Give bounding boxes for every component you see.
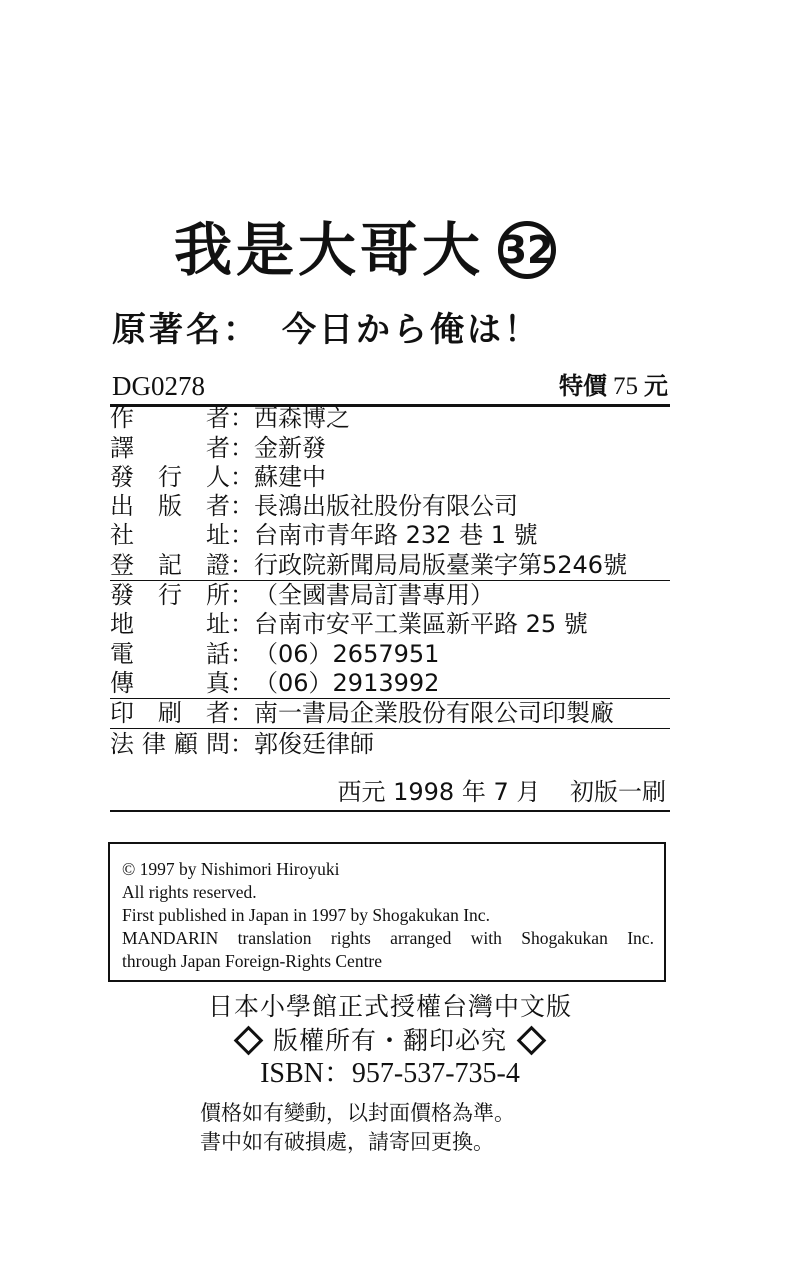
colophon-label-char: 譯 — [110, 433, 134, 462]
copyright-word: rights — [330, 928, 371, 948]
colophon-label — [110, 551, 230, 580]
colophon-label-char: 者 — [206, 492, 230, 521]
colophon-label-char: 律 — [142, 729, 166, 758]
colophon-label-char: 話 — [206, 639, 230, 668]
colophon-separator: ： — [230, 521, 254, 550]
colophon-separator: ： — [230, 404, 254, 433]
colophon-label-char: 問 — [206, 729, 230, 758]
colophon-label — [110, 699, 230, 728]
price-unit: 元 — [644, 372, 668, 400]
colophon-label-char: 址 — [206, 610, 230, 639]
colophon-value: 郭俊廷律師 — [254, 729, 374, 758]
colophon-label-char: 印 — [110, 699, 134, 728]
isbn: ISBN：957-537-735-4 — [260, 1058, 520, 1089]
publication-date: 西元 1998 年 7 月 — [337, 778, 541, 806]
copyright-word: Inc. — [627, 928, 654, 948]
colophon-row — [110, 639, 670, 668]
colophon-label-char: 社 — [110, 521, 134, 550]
colophon-label-char: 傳 — [110, 668, 134, 697]
copyright-line-5: through Japan Foreign-Rights Centre — [122, 951, 383, 971]
colophon-row — [110, 521, 670, 550]
colophon-label — [110, 730, 230, 759]
colophon-label-char: 者 — [206, 699, 230, 728]
colophon-value: 金新發 — [254, 433, 326, 462]
colophon-separator: ： — [230, 699, 254, 728]
copyright-line-2: All rights reserved. — [122, 882, 257, 902]
colophon-value: 台南市安平工業區新平路 25 號 — [254, 610, 588, 639]
colophon-label — [110, 640, 230, 669]
colophon-value: （全國書局訂書專用） — [254, 581, 494, 610]
colophon-label-char: 者 — [206, 404, 230, 433]
code-price-row — [110, 370, 670, 407]
copyright-line-4 — [122, 927, 654, 950]
publication-date-row — [110, 776, 670, 812]
colophon-label — [110, 492, 230, 521]
price — [559, 370, 668, 403]
colophon-row — [110, 669, 670, 699]
copyright-word: arranged — [390, 928, 452, 948]
rights-text: 版權所有・翻印必究 — [272, 1026, 507, 1055]
colophon-label — [110, 521, 230, 550]
colophon-label — [110, 581, 230, 610]
original-title-label: 原著名： — [112, 310, 260, 350]
colophon-label-char: 址 — [206, 521, 230, 550]
book-title-text: 我是大哥大 — [174, 216, 485, 284]
colophon-row — [110, 581, 670, 610]
colophon-label-char: 刷 — [158, 699, 182, 728]
copyright-word: with — [470, 928, 502, 948]
price-label: 特價 — [559, 372, 607, 400]
colophon-value: 南一書局企業股份有限公司印製廠 — [254, 699, 614, 728]
colophon-separator: ： — [230, 639, 254, 668]
book-title — [174, 215, 556, 285]
price-change-note: 價格如有變動，以封面價格為準。 — [200, 1101, 515, 1125]
product-code: DG0278 — [112, 371, 205, 401]
original-title — [112, 308, 541, 352]
colophon-separator: ： — [230, 433, 254, 462]
colophon-label-char: 發 — [110, 462, 134, 491]
rights-statement — [110, 1024, 670, 1058]
colophon-label-char: 人 — [206, 462, 230, 491]
colophon-row — [110, 729, 670, 758]
colophon-row — [110, 610, 670, 639]
colophon-label-char: 記 — [158, 550, 182, 579]
colophon-row — [110, 463, 670, 492]
colophon-value: 台南市青年路 232 巷 1 號 — [254, 521, 538, 550]
colophon-separator: ： — [230, 729, 254, 758]
colophon-label — [110, 463, 230, 492]
colophon-value: 長鴻出版社股份有限公司 — [254, 492, 518, 521]
colophon-separator: ： — [230, 462, 254, 491]
colophon-separator: ： — [230, 492, 254, 521]
colophon-label — [110, 434, 230, 463]
colophon-label-char: 登 — [110, 550, 134, 579]
colophon-label-char: 地 — [110, 610, 134, 639]
diamond-icon-right — [517, 1025, 547, 1055]
colophon-value: （06）2913992 — [254, 668, 440, 697]
colophon-label-char: 電 — [110, 639, 134, 668]
colophon-label-char: 發 — [110, 581, 134, 610]
copyright-line-3: First published in Japan in 1997 by Shogakukan Inc. — [122, 905, 490, 925]
original-title-value: 今日から俺は！ — [282, 310, 541, 350]
colophon-label-char: 所 — [206, 581, 230, 610]
edition: 初版一刷 — [570, 778, 666, 806]
price-amount: 75 — [613, 373, 638, 400]
colophon-label — [110, 669, 230, 698]
colophon-label — [110, 610, 230, 639]
copyright-word: MANDARIN — [122, 928, 219, 948]
colophon-value: 行政院新聞局局版臺業字第5246號 — [254, 550, 628, 579]
colophon-separator: ： — [230, 610, 254, 639]
volume-number-badge: 32 — [498, 221, 556, 279]
colophon-label-char: 作 — [110, 404, 134, 433]
colophon-value: （06）2657951 — [254, 639, 440, 668]
colophon-label-char: 法 — [110, 729, 134, 758]
colophon-label-char: 顧 — [174, 729, 198, 758]
authorization-statement: 日本小學館正式授權台灣中文版 — [207, 992, 572, 1021]
colophon-table — [110, 404, 670, 759]
colophon-label-char: 出 — [110, 492, 134, 521]
colophon-separator: ： — [230, 581, 254, 610]
colophon-separator: ： — [230, 668, 254, 697]
damage-return-note: 書中如有破損處，請寄回更換。 — [200, 1130, 494, 1154]
copyright-word: Shogakukan — [521, 928, 608, 948]
colophon-value: 蘇建中 — [254, 462, 326, 491]
copyright-box — [108, 842, 666, 982]
colophon-label — [110, 404, 230, 433]
colophon-row — [110, 433, 670, 462]
colophon-label-char: 版 — [158, 492, 182, 521]
colophon-row — [110, 492, 670, 521]
colophon-row — [110, 699, 670, 729]
copyright-line-1: © 1997 by Nishimori Hiroyuki — [122, 859, 340, 879]
colophon-row — [110, 550, 670, 580]
colophon-value: 西森博之 — [254, 404, 350, 433]
colophon-label-char: 真 — [206, 668, 230, 697]
colophon-label-char: 者 — [206, 433, 230, 462]
colophon-separator: ： — [230, 550, 254, 579]
colophon-label-char: 證 — [206, 550, 230, 579]
diamond-icon-left — [234, 1025, 264, 1055]
copyright-word: translation — [237, 928, 312, 948]
colophon-label-char: 行 — [158, 462, 182, 491]
colophon-row — [110, 404, 670, 433]
colophon-label-char: 行 — [158, 581, 182, 610]
